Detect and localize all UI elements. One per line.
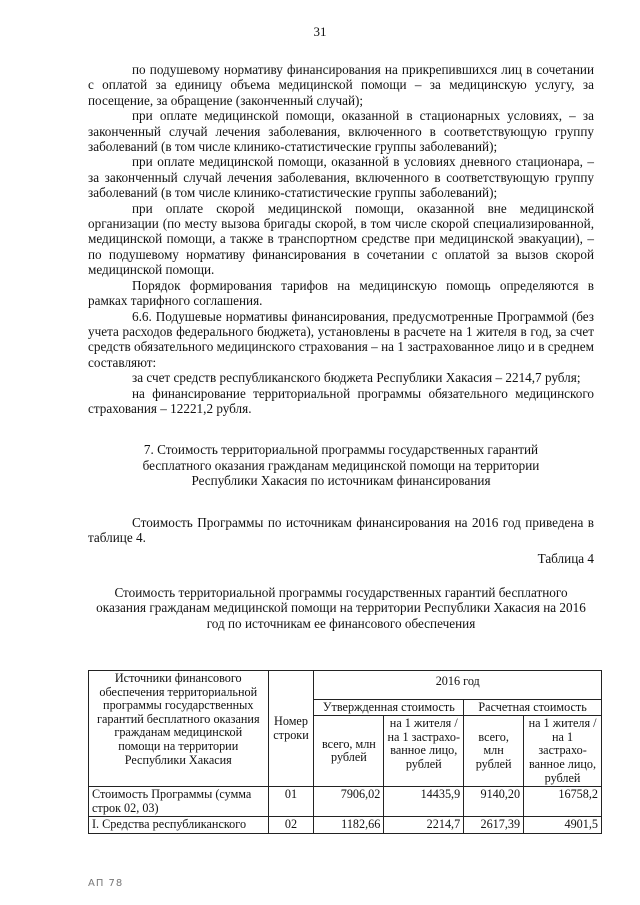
table-row xyxy=(89,817,602,834)
row-number: 01 xyxy=(268,787,314,817)
header-year: 2016 год xyxy=(314,671,602,700)
header-calculated-per-person: на 1 жителя / на 1 застрахованное лицо, рублей xyxy=(524,716,602,787)
paragraph: по подушевому нормативу финансирования на прикрепившихся лиц в сочетании с оплатой за единицу объема медицинской помощи – за медицинскую услугу, за посещение, за обращение (законченный случай); xyxy=(88,62,594,108)
paragraph: на финансирование территориальной программы обязательного медицинского страхования – 12221,2 рубля. xyxy=(88,385,594,416)
row-calculated-total: 2617,39 xyxy=(464,817,524,834)
row-source: I. Средства республиканского xyxy=(89,817,269,834)
paragraph: при оплате медицинской помощи, оказанной в стационарных условиях, – за законченный случай лечения заболевания, включенного в соответствующую группу заболеваний (в том числе клинико-статистические группы заболеваний); xyxy=(88,108,594,155)
row-approved-total: 7906,02 xyxy=(314,787,384,817)
row-calculated-total: 9140,20 xyxy=(464,787,524,817)
header-approved-per-person: на 1 жителя / на 1 застрахованное лицо, рублей xyxy=(384,716,464,787)
paragraph: Порядок формирования тарифов на медицинскую помощь определяются в рамках тарифного соглашения. xyxy=(88,277,594,309)
paragraph: при оплате скорой медицинской помощи, оказанной вне медицинской организации (по месту вызова бригады скорой, в том числе скорой специализированной, медицинской помощи, а также в транспортном средстве при медицинской эвакуации), – по подушевому нормативу финансирования в сочетании с оплатой за вызов скорой медицинской помощи. xyxy=(88,200,594,278)
paragraph: за счет средств республиканского бюджета Республики Хакасия – 2214,7 рубля; xyxy=(132,370,581,386)
row-calculated-per-person: 16758,2 xyxy=(524,787,602,817)
header-source: Источники финансового обеспечения территориальной программы государственных гарантий бесплатного оказания гражданам медицинской помощи на территории Республики Хакасия xyxy=(89,671,269,787)
header-calculated: Расчетная стоимость xyxy=(464,699,602,716)
row-calculated-per-person: 4901,5 xyxy=(524,817,602,834)
table-row xyxy=(89,787,602,817)
financing-table xyxy=(88,670,602,834)
table-label: Таблица 4 xyxy=(537,551,594,567)
section-text: Стоимость Программы по источникам финансирования на 2016 год приведена в таблице 4. xyxy=(88,514,594,545)
table-title: Стоимость территориальной программы государственных гарантий бесплатного оказания гражданам медицинской помощи на территории Республики Хакасия на 2016 год по источникам ее финансового обеспечения xyxy=(96,584,586,631)
paragraph: 6.6. Подушевые нормативы финансирования, предусмотренные Программой (без учета расходов федерального бюджета), установлены в расчете на 1 жителя в год, за счет средств обязательного медицинского страхования – на 1 застрахованное лицо и в среднем составляют: xyxy=(88,308,594,370)
row-number: 02 xyxy=(268,817,314,834)
header-row-number: Номер строки xyxy=(268,671,314,787)
header-calculated-total: всего, млн рублей xyxy=(464,716,524,787)
paragraph: при оплате медицинской помощи, оказанной в условиях дневного стационара, – за законченный случай лечения заболевания, включенного в соответствующую группу заболеваний (в том числе клинико-статистические группы заболеваний); xyxy=(88,154,594,201)
header-approved: Утвержденная стоимость xyxy=(314,699,464,716)
row-approved-total: 1182,66 xyxy=(314,817,384,834)
section-title: 7. Стоимость территориальной программы государственных гарантий бесплатного оказания гражданам медицинской помощи на территории Республики Хакасия по источникам финансирования xyxy=(142,442,540,489)
page-number: 31 xyxy=(313,24,327,39)
footer-mark: АП 78 xyxy=(88,878,124,889)
row-source: Стоимость Программы (сумма строк 02, 03) xyxy=(89,787,269,817)
row-approved-per-person: 14435,9 xyxy=(384,787,464,817)
header-approved-total: всего, млн рублей xyxy=(314,716,384,787)
row-approved-per-person: 2214,7 xyxy=(384,817,464,834)
document-body xyxy=(88,62,594,631)
